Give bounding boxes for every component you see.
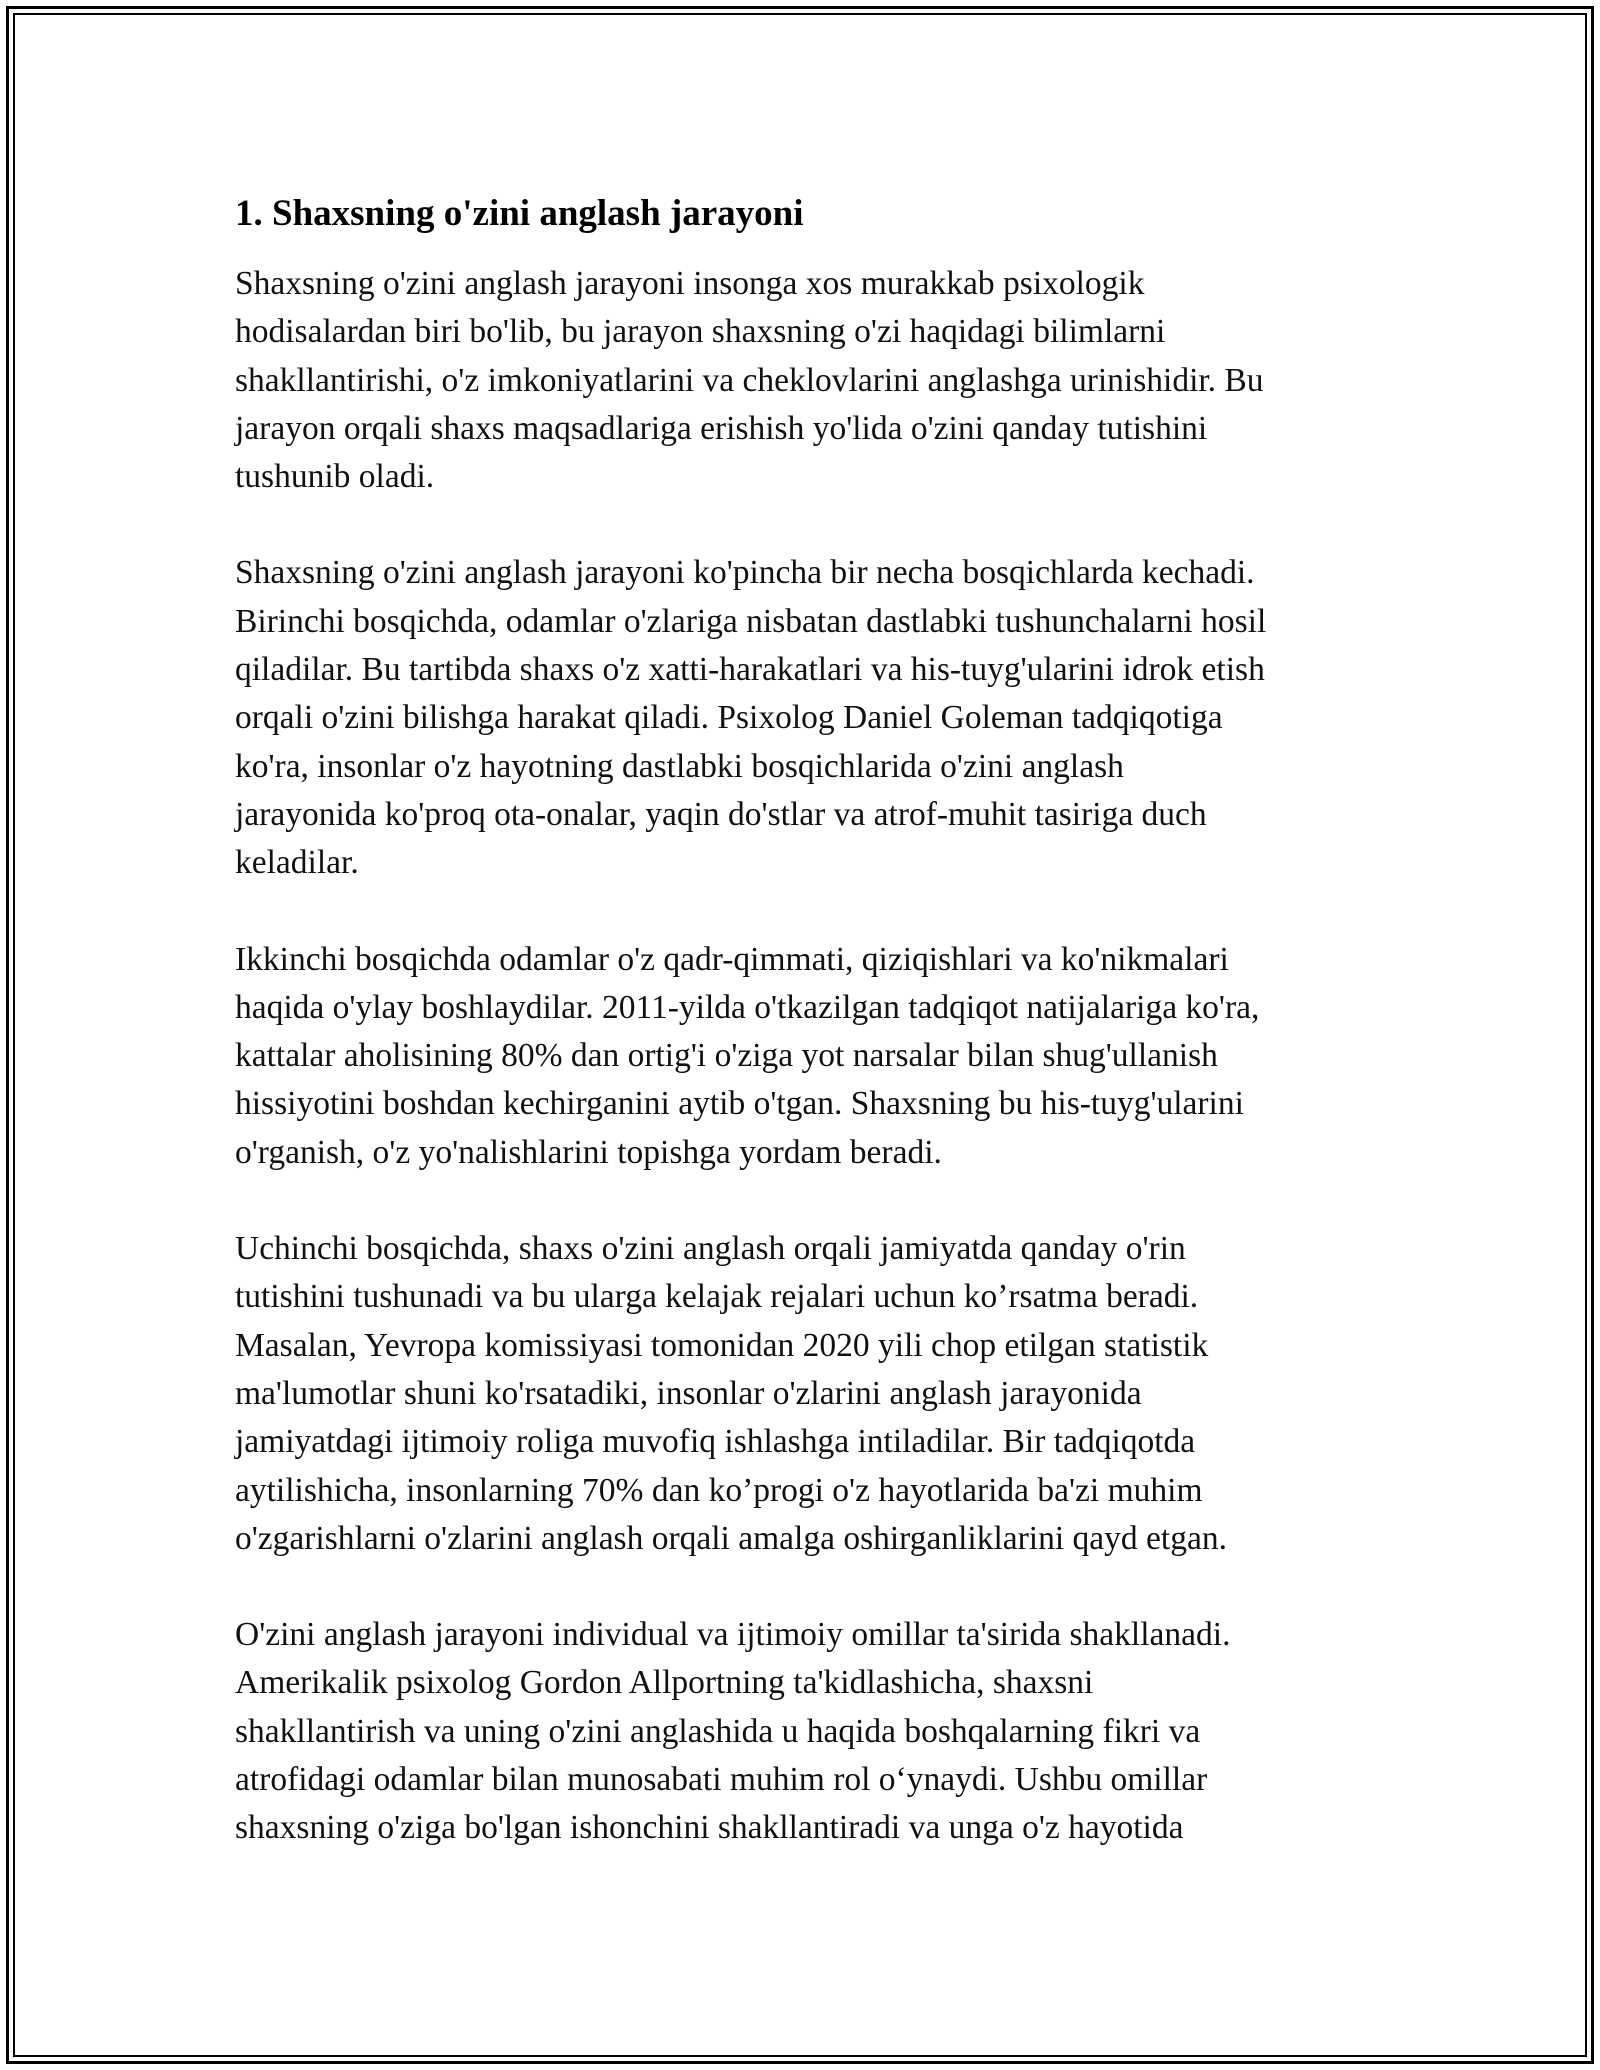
- text-line: Birinchi bosqichda, odamlar o'zlariga nisbatan dastlabki tushunchalarni hosil: [235, 602, 1267, 640]
- text-line: jamiyatdagi ijtimoiy roliga muvofiq ishlashga intiladilar. Bir tadqiqotda: [235, 1423, 1196, 1461]
- paragraph-1: [235, 260, 1375, 501]
- paragraph-4: [235, 1225, 1375, 1563]
- text-line: keladilar.: [235, 844, 359, 882]
- text-line: Amerikalik psixolog Gordon Allportning ta'kidlashicha, shaxsni: [235, 1664, 1094, 1702]
- paragraph-2: [235, 549, 1375, 887]
- text-line: O'zini anglash jarayoni individual va ijtimoiy omillar ta'sirida shakllanadi.: [235, 1616, 1231, 1654]
- text-line: Shaxsning o'zini anglash jarayoni insonga xos murakkab psixologik: [235, 265, 1145, 302]
- text-line: Uchinchi bosqichda, shaxs o'zini anglash orqali jamiyatda qanday o'rin: [235, 1230, 1186, 1268]
- document-body: [235, 188, 1375, 1901]
- text-line: qiladilar. Bu tartibda shaxs o'z xatti-harakatlari va his-tuyg'ularini idrok etish: [235, 651, 1265, 689]
- text-line: jarayonida ko'proq ota-onalar, yaqin do'stlar va atrof-muhit tasiriga duch: [235, 795, 1207, 833]
- paragraph-3: [235, 936, 1375, 1177]
- text-line: kattalar aholisining 80% dan ortig'i o'ziga yot narsalar bilan shug'ullanish: [235, 1037, 1218, 1075]
- text-line: tushunib oladi.: [235, 458, 435, 496]
- text-line: Ikkinchi bosqichda odamlar o'z qadr-qimmati, qiziqishlari va ko'nikmalari: [235, 940, 1229, 978]
- text-line: o'zgarishlarni o'zlarini anglash orqali amalga oshirganliklarini qayd etgan.: [235, 1519, 1227, 1557]
- paragraph-5: [235, 1611, 1375, 1852]
- text-line: orqali o'zini bilishga harakat qiladi. Psixolog Daniel Goleman tadqiqotiga: [235, 699, 1223, 737]
- text-line: shaxsning o'ziga bo'lgan ishonchini shakllantiradi va unga o'z hayotida: [235, 1809, 1184, 1847]
- text-line: shakllantirishi, o'z imkoniyatlarini va cheklovlarini anglashga urinishidir. Bu: [235, 361, 1264, 399]
- text-line: o'rganish, o'z yo'nalishlarini topishga yordam beradi.: [235, 1133, 942, 1171]
- text-line: haqida o'ylay boshlaydilar. 2011-yilda o'tkazilgan tadqiqot natijalariga ko'ra,: [235, 988, 1260, 1026]
- text-line: ko'ra, insonlar o'z hayotning dastlabki bosqichlarida o'zini anglash: [235, 747, 1124, 785]
- text-line: shakllantirish va uning o'zini anglashida u haqida boshqalarning fikri va: [235, 1712, 1201, 1750]
- section-heading: 1. Shaxsning o'zini anglash jarayoni: [235, 193, 804, 234]
- text-line: tutishini tushunadi va bu ularga kelajak rejalari uchun ko’rsatma beradi.: [235, 1278, 1199, 1316]
- text-line: hodisalardan biri bo'lib, bu jarayon shaxsning o'zi haqidagi bilimlarni: [235, 313, 1166, 351]
- text-line: jarayon orqali shaxs maqsadlariga erishish yo'lida o'zini qanday tutishini: [235, 409, 1208, 447]
- text-line: Shaxsning o'zini anglash jarayoni ko'pincha bir necha bosqichlarda kechadi.: [235, 554, 1255, 592]
- text-line: atrofidagi odamlar bilan munosabati muhim rol o‘ynaydi. Ushbu omillar: [235, 1761, 1208, 1799]
- text-line: aytilishicha, insonlarning 70% dan ko’progi o'z hayotlarida ba'zi muhim: [235, 1471, 1203, 1509]
- text-line: Masalan, Yevropa komissiyasi tomonidan 2020 yili chop etilgan statistik: [235, 1326, 1209, 1364]
- text-line: hissiyotini boshdan kechirganini aytib o'tgan. Shaxsning bu his-tuyg'ularini: [235, 1085, 1244, 1123]
- text-line: ma'lumotlar shuni ko'rsatadiki, insonlar o'zlarini anglash jarayonida: [235, 1374, 1142, 1412]
